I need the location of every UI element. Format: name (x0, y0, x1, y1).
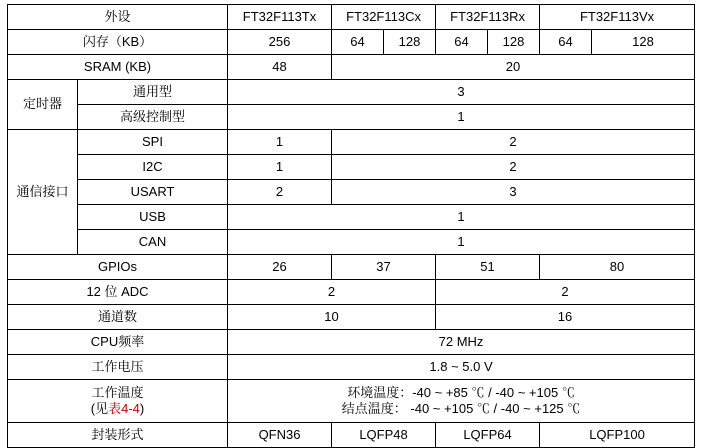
table-row-voltage (8, 355, 695, 380)
table-row-sram (8, 55, 695, 80)
row-label-sram: SRAM (KB) (8, 55, 228, 80)
temperature-value (228, 380, 695, 423)
i2c-rest: 2 (332, 155, 695, 180)
flash-vx-128: 128 (592, 30, 695, 55)
package-rx: LQFP64 (436, 423, 540, 448)
package-cx: LQFP48 (332, 423, 436, 448)
header-ft32f113vx: FT32F113Vx (540, 5, 695, 30)
row-label-usb: USB (78, 205, 228, 230)
channels-left: 10 (228, 305, 436, 330)
row-label-spi: SPI (78, 130, 228, 155)
sram-rest: 20 (332, 55, 695, 80)
header-ft32f113cx: FT32F113Cx (332, 5, 436, 30)
usart-tx: 2 (228, 180, 332, 205)
voltage-value: 1.8 ~ 5.0 V (228, 355, 695, 380)
row-group-comm: 通信接口 (8, 130, 78, 255)
table-row-can (8, 230, 695, 255)
table-row-package (8, 423, 695, 448)
row-label-i2c: I2C (78, 155, 228, 180)
gpios-rx: 51 (436, 255, 540, 280)
adc-right: 2 (436, 280, 695, 305)
header-ft32f113tx: FT32F113Tx (228, 5, 332, 30)
row-group-timer: 定时器 (8, 80, 78, 130)
device-specification-table (7, 4, 695, 448)
temperature-ambient: 环境温度：-40 ~ +85 ℃ / -40 ~ +105 ℃ (347, 384, 575, 400)
flash-rx-128: 128 (488, 30, 540, 55)
table-row-spi (8, 130, 695, 155)
temperature-ref-suffix: ) (139, 401, 145, 416)
table-row-channels (8, 305, 695, 330)
temperature-label-line2 (10, 401, 225, 417)
temperature-ref-link[interactable]: 表4-4 (108, 401, 140, 416)
row-label-flash: 闪存（KB） (8, 30, 228, 55)
flash-rx-64: 64 (436, 30, 488, 55)
table-row-timer-general (8, 80, 695, 105)
table-row-usb (8, 205, 695, 230)
row-label-usart: USART (78, 180, 228, 205)
i2c-tx: 1 (228, 155, 332, 180)
flash-cx-64: 64 (332, 30, 384, 55)
spi-rest: 2 (332, 130, 695, 155)
gpios-tx: 26 (228, 255, 332, 280)
flash-tx: 256 (228, 30, 332, 55)
temperature-label-line1: 工作温度 (91, 384, 144, 400)
package-vx: LQFP100 (540, 423, 695, 448)
table-row-timer-advanced (8, 105, 695, 130)
row-label-gpios: GPIOs (8, 255, 228, 280)
row-label-adc: 12 位 ADC (8, 280, 228, 305)
gpios-vx: 80 (540, 255, 695, 280)
gpios-cx: 37 (332, 255, 436, 280)
table-row-cpu-freq (8, 330, 695, 355)
table-row-flash (8, 30, 695, 55)
spi-tx: 1 (228, 130, 332, 155)
table-row-usart (8, 180, 695, 205)
row-label-timer-general: 通用型 (78, 80, 228, 105)
can-value: 1 (228, 230, 695, 255)
row-label-voltage: 工作电压 (8, 355, 228, 380)
flash-vx-64: 64 (540, 30, 592, 55)
table-header-row (8, 5, 695, 30)
timer-general-value: 3 (228, 80, 695, 105)
row-label-can: CAN (78, 230, 228, 255)
usb-value: 1 (228, 205, 695, 230)
row-label-package: 封装形式 (8, 423, 228, 448)
channels-right: 16 (436, 305, 695, 330)
sram-tx: 48 (228, 55, 332, 80)
temperature-junction: 结点温度： -40 ~ +105 ℃ / -40 ~ +125 ℃ (341, 401, 581, 416)
header-ft32f113rx: FT32F113Rx (436, 5, 540, 30)
temperature-ref-prefix: (见 (90, 401, 109, 416)
row-label-cpu-freq: CPU频率 (8, 330, 228, 355)
package-tx: QFN36 (228, 423, 332, 448)
row-label-temperature (8, 380, 228, 423)
row-label-timer-advanced: 高级控制型 (78, 105, 228, 130)
table-row-adc (8, 280, 695, 305)
adc-left: 2 (228, 280, 436, 305)
timer-advanced-value: 1 (228, 105, 695, 130)
usart-rest: 3 (332, 180, 695, 205)
table-row-i2c (8, 155, 695, 180)
row-label-channels: 通道数 (8, 305, 228, 330)
header-peripheral: 外设 (8, 5, 228, 30)
flash-cx-128: 128 (384, 30, 436, 55)
cpu-freq-value: 72 MHz (228, 330, 695, 355)
table-row-gpios (8, 255, 695, 280)
table-row-temperature (8, 380, 695, 423)
